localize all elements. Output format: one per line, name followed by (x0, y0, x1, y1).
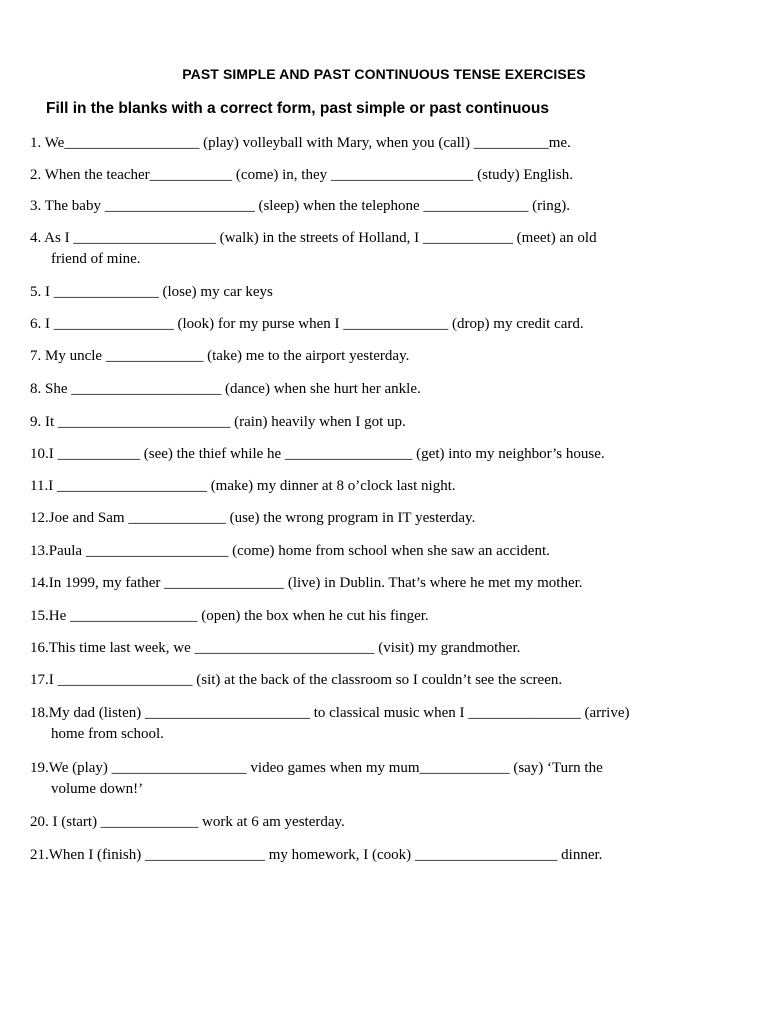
exercise-line-continued: volume down!’ (51, 781, 144, 797)
exercise-line: 6. I ________________ (look) for my purse when I ______________ (drop) my credit card. (30, 316, 584, 332)
exercise-item-1 (30, 133, 730, 154)
exercise-item-17 (30, 670, 730, 691)
exercise-line: 21.When I (finish) ________________ my homework, I (cook) ___________________ dinner. (30, 847, 603, 863)
exercise-item-11 (30, 476, 730, 497)
exercise-item-15 (30, 606, 730, 627)
exercise-item-3 (30, 196, 730, 217)
exercise-item-19 (30, 758, 730, 800)
exercise-line: 7. My uncle _____________ (take) me to the airport yesterday. (30, 348, 410, 364)
exercise-line: 12.Joe and Sam _____________ (use) the wrong program in IT yesterday. (30, 510, 476, 526)
exercise-line: 15.He _________________ (open) the box when he cut his finger. (30, 608, 429, 624)
exercise-line: 3. The baby ____________________ (sleep) when the telephone ______________ (ring). (30, 198, 571, 214)
exercise-line-continued: home from school. (51, 726, 164, 742)
exercise-item-5 (30, 282, 730, 303)
exercise-item-7 (30, 346, 730, 367)
exercise-line: 4. As I ___________________ (walk) in the streets of Holland, I ____________ (meet) an old (30, 230, 597, 246)
exercise-line-continued: friend of mine. (51, 251, 141, 267)
exercise-item-13 (30, 541, 730, 562)
exercise-line: 20. I (start) _____________ work at 6 am yesterday. (30, 814, 345, 830)
exercise-line: 11.I ____________________ (make) my dinner at 8 o’clock last night. (30, 478, 456, 494)
exercise-item-9 (30, 412, 730, 433)
exercise-item-18 (30, 703, 730, 745)
exercise-item-16 (30, 638, 730, 659)
exercise-item-20 (30, 812, 730, 833)
instruction-text: Fill in the blanks with a correct form, past simple or past continuous (46, 100, 549, 117)
page-title: PAST SIMPLE AND PAST CONTINUOUS TENSE EXERCISES (182, 66, 586, 82)
exercise-line: 5. I ______________ (lose) my car keys (30, 284, 273, 300)
exercise-item-10 (30, 444, 730, 465)
exercise-item-14 (30, 573, 730, 594)
exercise-line: 8. She ____________________ (dance) when she hurt her ankle. (30, 381, 421, 397)
exercise-line: 17.I __________________ (sit) at the back of the classroom so I couldn’t see the screen. (30, 672, 563, 688)
exercise-line: 19.We (play) __________________ video games when my mum____________ (say) ‘Turn the (30, 760, 603, 776)
exercise-line: 9. It _______________________ (rain) heavily when I got up. (30, 414, 406, 430)
exercise-line: 1. We__________________ (play) volleyball with Mary, when you (call) __________me. (30, 135, 571, 151)
exercise-line: 2. When the teacher___________ (come) in, they ___________________ (study) English. (30, 167, 573, 183)
exercise-line: 14.In 1999, my father ________________ (live) in Dublin. That’s where he met my mother. (30, 575, 583, 591)
exercise-item-4 (30, 228, 730, 270)
exercise-item-6 (30, 314, 730, 335)
exercise-item-12 (30, 508, 730, 529)
exercise-item-21 (30, 845, 730, 866)
exercise-item-8 (30, 379, 730, 400)
exercise-line: 10.I ___________ (see) the thief while he _________________ (get) into my neighbor’s house. (30, 446, 605, 462)
exercise-line: 16.This time last week, we ________________________ (visit) my grandmother. (30, 640, 521, 656)
exercise-line: 18.My dad (listen) ______________________ to classical music when I _______________ (arrive) (30, 705, 630, 721)
exercise-item-2 (30, 165, 730, 186)
exercise-line: 13.Paula ___________________ (come) home from school when she saw an accident. (30, 543, 550, 559)
